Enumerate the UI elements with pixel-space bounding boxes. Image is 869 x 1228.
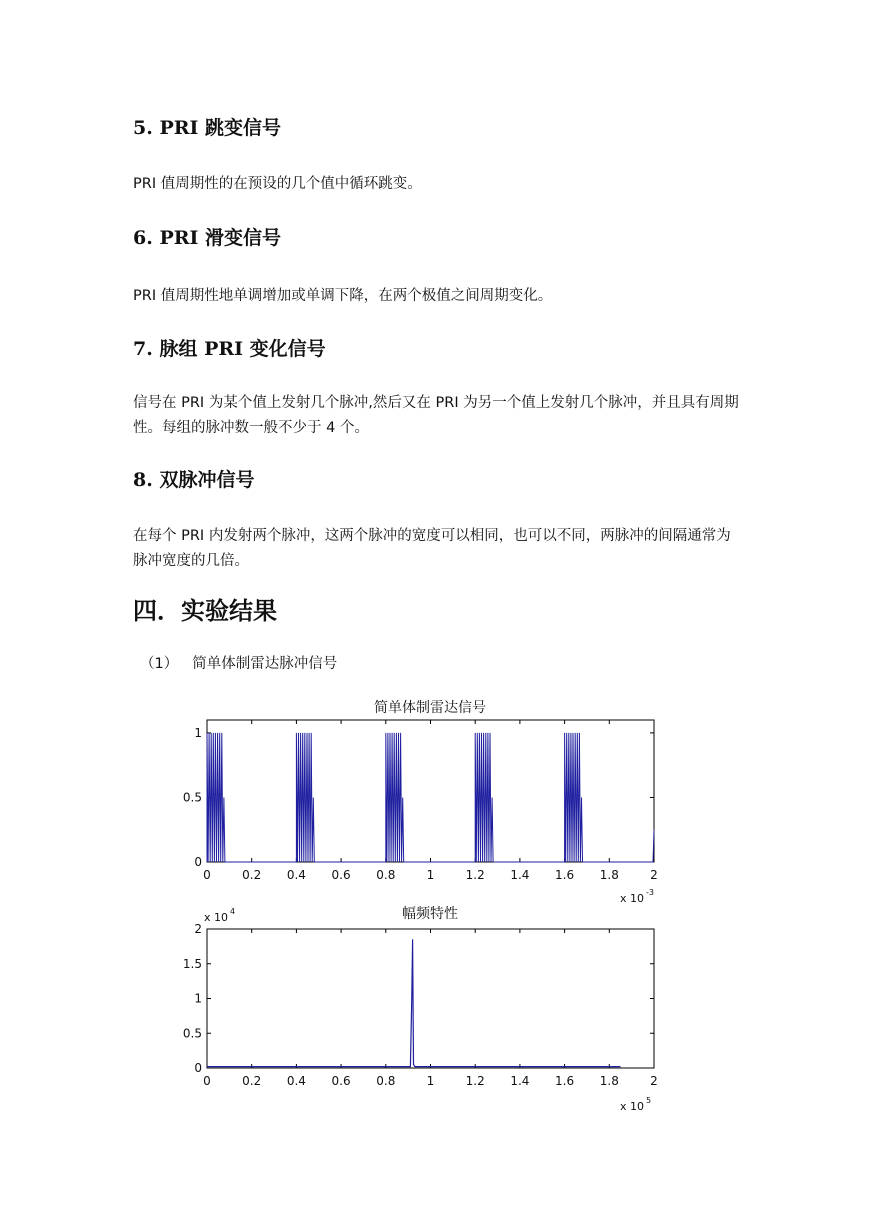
chart2-xtick-label: 0.6 (331, 1074, 351, 1088)
chart1-ytick-label: 0.5 (182, 790, 202, 805)
chart2-xtick-label: 0 (203, 1074, 211, 1088)
chart2-xtick-label: 1 (426, 1074, 435, 1088)
chart2-x-exponent: 5 (646, 1096, 652, 1105)
chart1-ytick-label: 0 (194, 855, 202, 869)
chart1-xtick-label: 0.2 (242, 868, 262, 882)
chart-frequency-domain (183, 905, 658, 1113)
section-text-8: 在每个 PRI 内发射两个脉冲，这两个脉冲的宽度可以相同，也可以不同，两脉冲的间隔通常为脉冲宽度的几倍。 (133, 528, 731, 569)
chart1-xtick-label: 1.6 (555, 868, 575, 882)
chart2-ytick-label: 1 (194, 991, 202, 1006)
chart1-xtick-label: 0 (203, 868, 211, 882)
chart1-x-exponent: -3 (646, 888, 654, 897)
chart2-y-exponent-base: x 10 (204, 911, 229, 924)
chart-time-domain (183, 699, 658, 905)
chart1-xtick-label: 0.6 (331, 868, 351, 882)
chart2-ytick-label: 0 (194, 1061, 202, 1075)
chart1-xtick-label: 0.4 (286, 868, 306, 882)
chart2-xtick-label: 1.2 (465, 1074, 485, 1088)
chart2-xtick-label: 1.8 (599, 1074, 619, 1088)
chart1-xtick-label: 2 (650, 868, 658, 882)
chart2-xtick-label: 0.8 (376, 1074, 396, 1088)
chart2-y-exponent: 4 (230, 907, 236, 916)
chart1-x-exponent-base: x 10 (620, 892, 645, 905)
chart2-xtick-label: 1.4 (510, 1074, 530, 1088)
chart2-ytick-label: 1.5 (182, 956, 202, 971)
chart2-ytick-label: 2 (194, 922, 202, 936)
section-heading-5: 5. PRI 跳变信号 (133, 117, 282, 139)
chart1-title: 简单体制雷达信号 (374, 700, 486, 716)
chart1-xtick-label: 1.8 (599, 868, 619, 882)
chart2-x-exponent-base: x 10 (620, 1100, 645, 1113)
chart2-xtick-label: 0.2 (242, 1074, 262, 1088)
section-text-5: PRI 值周期性的在预设的几个值中循环跳变。 (133, 176, 422, 192)
chart1-xtick-label: 1.4 (510, 868, 530, 882)
chart2-xtick-label: 2 (650, 1074, 658, 1088)
section-heading-6: 6. PRI 滑变信号 (133, 227, 282, 249)
subsection-number: （1） (140, 656, 179, 672)
section-heading-7: 7. 脉组 PRI 变化信号 (133, 338, 326, 360)
chart2-spectrum-line (207, 939, 621, 1066)
chart1-axes-box (207, 720, 654, 862)
section-text-6: PRI 值周期性地单调增加或单调下降，在两个极值之间周期变化。 (133, 288, 553, 304)
chart2-ytick-label: 0.5 (182, 1026, 202, 1041)
subsection-title: 简单体制雷达脉冲信号 (192, 656, 338, 672)
chapter-heading: 四．实验结果 (133, 597, 277, 625)
section-heading-8: 8. 双脉冲信号 (133, 469, 255, 491)
chart2-xtick-label: 1.6 (555, 1074, 575, 1088)
chart2-axes-box (207, 929, 654, 1068)
chart1-ytick-label: 1 (194, 725, 202, 740)
chart2-xtick-label: 0.4 (286, 1074, 306, 1088)
chart1-xtick-label: 1.2 (465, 868, 485, 882)
chart1-xtick-label: 1 (426, 868, 435, 882)
chart1-xtick-label: 0.8 (376, 868, 396, 882)
chart1-signal-line (207, 733, 654, 862)
chart2-title: 幅频特性 (402, 906, 458, 922)
section-text-7: 信号在 PRI 为某个值上发射几个脉冲,然后又在 PRI 为另一个值上发射几个脉冲，并且具有周期性。每组的脉冲数一般不少于 4 个。 (133, 395, 739, 436)
